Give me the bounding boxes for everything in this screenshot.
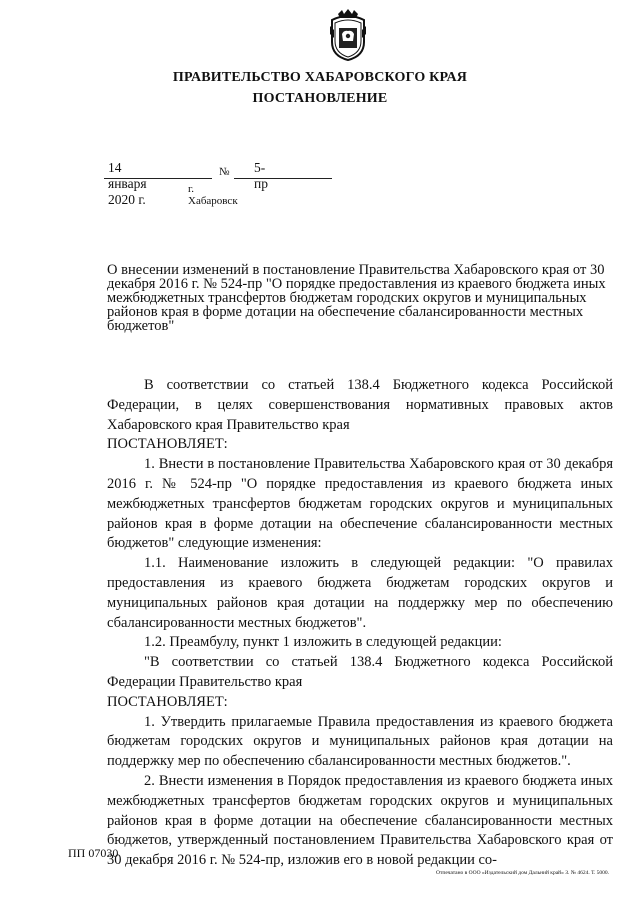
- document-subject: О внесении изменений в постановление Правительства Хабаровского края от 30 декабря 2016 г. № 524-пр "О порядке предоставления из краевого бюджета иных межбюджетных трансфертов бюджетам городских округов и муниципальных районов края в форме дотации на обеспечение сбалансированности местных бюджетов": [107, 262, 606, 334]
- body-paragraph: 2. Внести изменения в Порядок предоставления из краевого бюджета иных межбюджетных трансфертов бюджетам городских округов и муниципальных районов края в форме дотации на обеспечение сбалансированности местных бюджетов, утвержденный постановлением Правительства Хабаровского края от 30 декабря 2016 г. № 524-пр, изложив его в новой редакции со-: [107, 772, 613, 869]
- body-paragraph: 1. Утвердить прилагаемые Правила предоставления из краевого бюджета бюджетам городских округов и муниципальных районов края дотации на поддержку мер по обеспечению сбалансированности местных бюджетов.".: [107, 713, 613, 770]
- body-paragraph: В соответствии со статьей 138.4 Бюджетного кодекса Российской Федерации, в целях совершенствования нормативных правовых актов Хабаровского края Правительство края: [107, 377, 613, 433]
- document-number: 5-пр: [254, 160, 268, 191]
- body-paragraph: ПОСТАНОВЛЯЕТ:: [107, 436, 228, 453]
- document-code: ПП 07030: [68, 846, 119, 860]
- date-underline: [104, 178, 212, 179]
- document-city: г. Хабаровск: [188, 183, 238, 207]
- printer-imprint: Отпечатано в ООО «Издательский дом Дальний край» З. № 4624. Т. 5000.: [436, 870, 610, 876]
- khabarovsk-coat-of-arms-icon: [328, 8, 368, 62]
- body-paragraph: 1.1. Наименование изложить в следующей редакции: "О правилах предоставления из краевого бюджета бюджетам городских округов и муниципальных районов края дотации на поддержку мер по обеспечению сбалансированности местных бюджетов".: [107, 555, 613, 631]
- body-paragraph: 1.2. Преамбулу, пункт 1 изложить в следующей редакции:: [144, 634, 502, 651]
- number-underline: [234, 178, 332, 179]
- document-date: 14 января 2020 г.: [108, 160, 147, 207]
- document-type-title: ПОСТАНОВЛЕНИЕ: [252, 91, 388, 106]
- body-paragraph: "В соответствии со статьей 138.4 Бюджетного кодекса Российской Федерации Правительство края: [107, 654, 613, 690]
- government-title: ПРАВИТЕЛЬСТВО ХАБАРОВСКОГО КРАЯ: [172, 70, 468, 85]
- number-sign: №: [219, 166, 230, 178]
- document-body: [107, 376, 613, 871]
- body-paragraph: ПОСТАНОВЛЯЕТ:: [107, 693, 228, 710]
- body-paragraph: 1. Внести в постановление Правительства Хабаровского края от 30 декабря 2016 г. № 524-пр "О порядке предоставления из краевого бюджета иных межбюджетных трансфертов бюджетам городских округов и муниципальных районов края в форме дотации на обеспечение сбалансированности местных бюджетов" следующие изменения:: [107, 456, 613, 552]
